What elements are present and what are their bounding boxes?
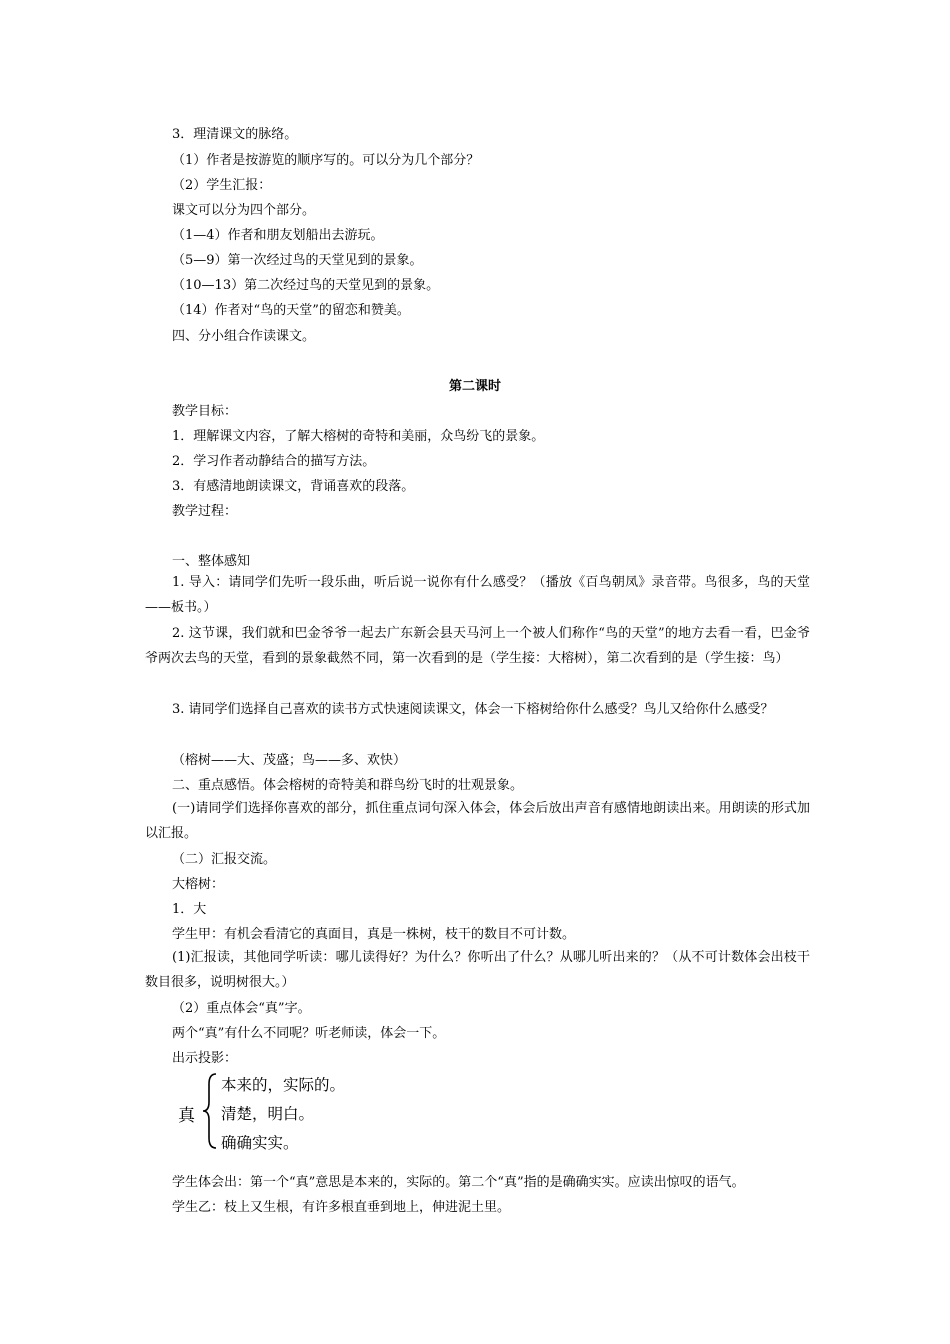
text-line: （榕树——大、茂盛；鸟——多、欢快） [172,753,407,768]
text-line: （5—9）第一次经过鸟的天堂见到的景象。 [172,253,423,268]
text-line: 课文可以分为四个部分。 [172,203,316,218]
text-line: 四、分小组合作读课文。 [172,329,316,344]
text-line: （1）作者是按游览的顺序写的。可以分为几个部分？ [172,153,480,168]
text-line: 学生乙：枝上又生根，有许多根直垂到地上，伸进泥土里。 [172,1200,511,1215]
paragraph: (1)汇报读，其他同学听读：哪儿读得好？为什么？你听出了什么？从哪儿听出来的？（从不可计数体会出枝干数目很多，说明树很大。） [145,950,810,990]
text-line: （2）学生汇报： [172,178,272,193]
text-line: 3．有感清地朗读课文，背诵喜欢的段落。 [172,479,415,494]
text-line: （14）作者对“鸟的天堂”的留恋和赞美。 [172,303,410,318]
projection-character: 真 [178,1106,195,1126]
paragraph: 2. 这节课，我们就和巴金爷爷一起去广东新会县天马河上一个被人们称作“鸟的天堂”的地方去看一看，巴金爷爷两次去鸟的天堂，看到的景象截然不同，第一次看到的是（学生接：大榕树），第二次看到的是（学生接：鸟） [145,626,810,666]
text-line: 2．学习作者动静结合的描写方法。 [172,454,376,469]
text-line: 大榕树： [172,877,225,892]
text-line: 3．理清课文的脉络。 [172,127,298,142]
projection-figure [176,1070,436,1155]
curly-brace-icon [200,1072,218,1150]
text-line: 学生体会出：第一个“真”意思是本来的，实际的。第二个“真”指的是确确实实。应读出惊叹的语气。 [172,1175,745,1190]
text-line: （二）汇报交流。 [172,852,277,867]
text-line: 学生甲：有机会看清它的真面目，真是一株树，枝干的数目不可计数。 [172,927,576,942]
text-line: （10—13）第二次经过鸟的天堂见到的景象。 [172,278,440,293]
text-line: 1．大 [172,902,207,917]
text-line: 一、整体感知 [172,554,251,569]
meaning-item: 确确实实。 [221,1134,299,1152]
text-line: 教学过程： [172,504,238,519]
text-line: 出示投影： [172,1051,238,1066]
meaning-item: 本来的，实际的。 [221,1076,346,1094]
text-line: 两个“真”有什么不同呢？听老师读，体会一下。 [172,1026,446,1041]
text-line: 1．理解课文内容，了解大榕树的奇特和美丽，众鸟纷飞的景象。 [172,429,545,444]
paragraph: 3. 请同学们选择自己喜欢的读书方式快速阅读课文，体会一下榕树给你什么感受？鸟儿又给你什么感受？ [172,702,774,717]
section-heading: 第二课时 [448,379,501,394]
paragraph: (一)请同学们选择你喜欢的部分，抓住重点词句深入体会，体会后放出声音有感情地朗读出来。用朗读的形式加以汇报。 [145,801,810,841]
text-line: 二、重点感悟。体会榕树的奇特美和群鸟纷飞时的壮观景象。 [172,778,524,793]
text-line: （1—4）作者和朋友划船出去游玩。 [172,228,384,243]
text-line: 教学目标： [172,404,238,419]
paragraph: 1. 导入：请同学们先听一段乐曲，听后说一说你有什么感受？（播放《百鸟朝凤》录音带。鸟很多，鸟的天堂——板书。） [145,575,810,615]
text-line: （2）重点体会“真”字。 [172,1001,311,1016]
meaning-item: 清楚，明白。 [221,1105,315,1123]
